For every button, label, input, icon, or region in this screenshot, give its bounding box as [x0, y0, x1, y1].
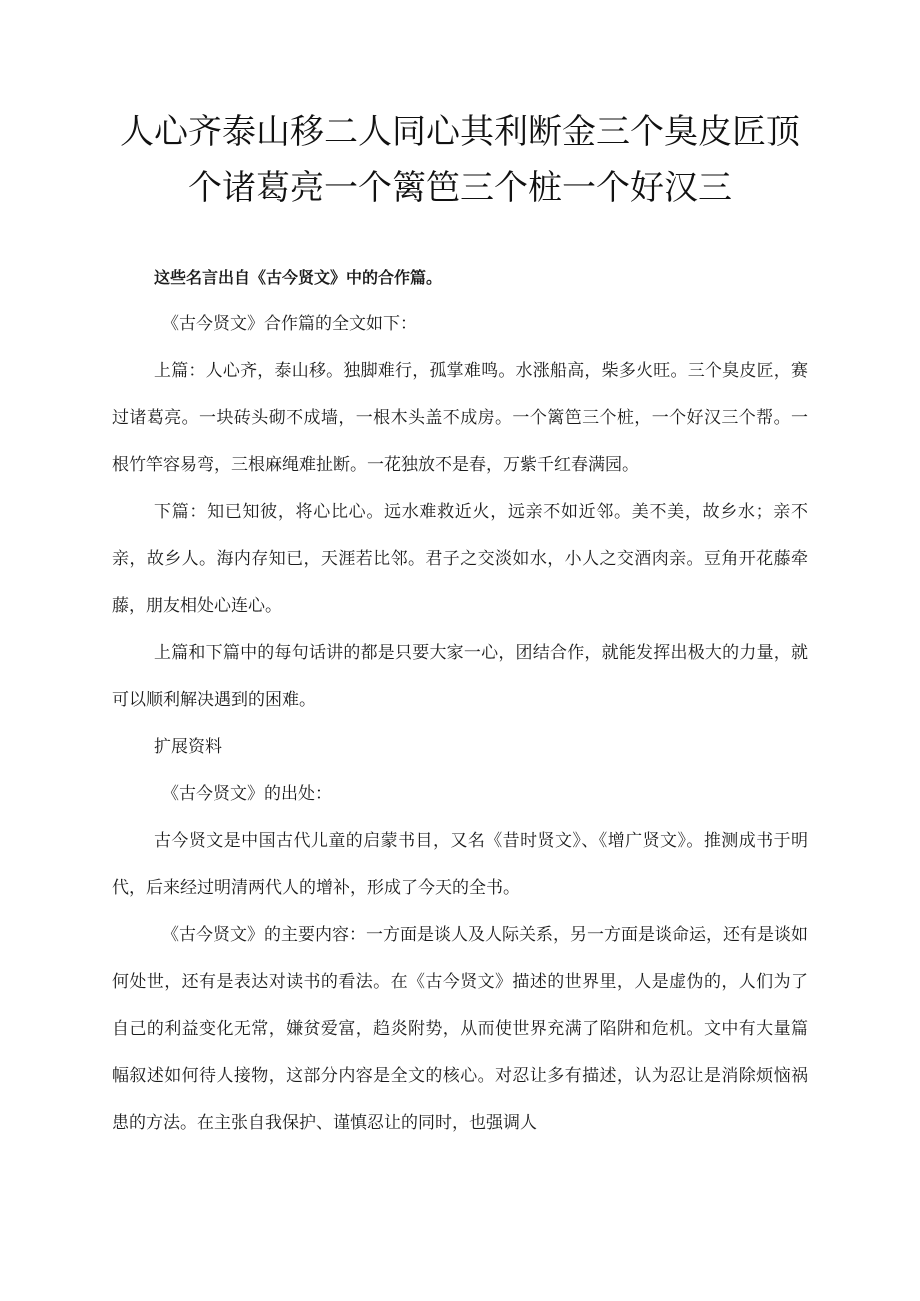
paragraph-fulltext-heading: 《古今贤文》合作篇的全文如下： [162, 314, 417, 334]
paragraph-source: 古今贤文是中国古代儿童的启蒙书目，又名《昔时贤文》、《增广贤文》。推测成书于明代，后来经过明清两代人的增补，形成了今天的全书。 [112, 831, 808, 898]
paragraph-summary: 上篇和下篇中的每句话讲的都是只要大家一心，团结合作，就能发挥出极大的力量，就可以顺利解决遇到的困难。 [112, 643, 808, 710]
title-line-2: 个诸葛亮一个篱笆三个桩一个好汉三 [188, 168, 732, 208]
paragraph-extended-heading: 扩展资料 [154, 737, 222, 757]
paragraph-source-heading: 《古今贤文》的出处： [162, 784, 332, 804]
document-body [112, 254, 808, 1147]
paragraph-part-two: 下篇：知已知彼，将心比心。远水难救近火，远亲不如近邻。美不美，故乡水；亲不亲，故乡人。海内存知已，天涯若比邻。君子之交淡如水，小人之交酒肉亲。豆角开花藤牵藤，朋友相处心连心。 [112, 502, 808, 616]
paragraph-content: 《古今贤文》的主要内容：一方面是谈人及人际关系，另一方面是谈命运，还有是谈如何处世，还有是表达对读书的看法。在《古今贤文》描述的世界里，人是虚伪的，人们为了自己的利益变化无常，嫌贫爱富，趋炎附势，从而使世界充满了陷阱和危机。文中有大量篇幅叙述如何待人接物，这部分内容是全文的核心。对忍让多有描述，认为忍让是消除烦恼祸患的方法。在主张自我保护、谨慎忍让的同时，也强调人 [112, 925, 808, 1133]
intro-paragraph: 这些名言出自《古今贤文》中的合作篇。 [154, 268, 443, 287]
paragraph-part-one: 上篇：人心齐，泰山移。独脚难行，孤掌难鸣。水涨船高，柴多火旺。三个臭皮匠，赛过诸葛亮。一块砖头砌不成墙，一根木头盖不成房。一个篱笆三个桩，一个好汉三个帮。一根竹竿容易弯，三根麻绳难扯断。一花独放不是春，万紫千红春满园。 [112, 361, 808, 475]
document-title [100, 104, 820, 216]
title-line-1: 人心齐泰山移二人同心其利断金三个臭皮匠顶 [120, 112, 800, 152]
